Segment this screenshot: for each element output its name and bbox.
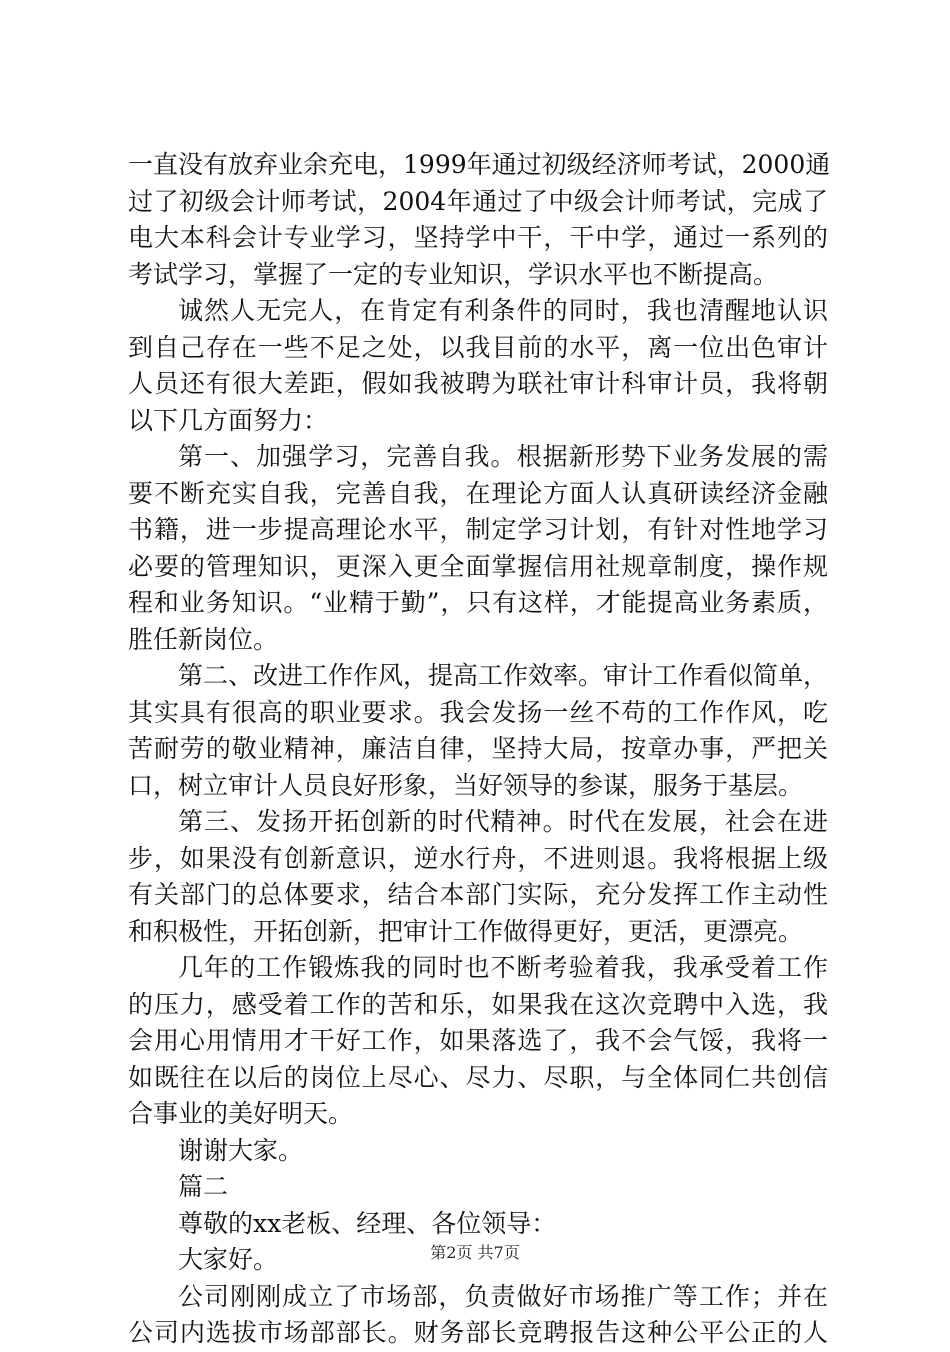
- text-line: 几年的工作锻炼我的同时也不断考验着我，我承受着工作: [178, 953, 828, 982]
- text-line: 一直没有放弃业余充电，1999年通过初级经济师考试，2000通: [128, 150, 831, 179]
- text-line: 的压力，感受着工作的苦和乐，如果我在这次竞聘中入选，我: [128, 989, 828, 1019]
- text-line: 程和业务知识。“业精于勤”，只有这样，才能提高业务素质，: [128, 588, 828, 617]
- text-line: 人员还有很大差距，假如我被聘为联社审计科审计员，我将朝: [128, 369, 828, 398]
- text-line: 胜任新岗位。: [128, 624, 279, 654]
- text-line: 步，如果没有创新意识，逆水行舟，不进则退。我将根据上级: [128, 843, 828, 873]
- text-line: 第三、发扬开拓创新的时代精神。时代在发展，社会在进: [178, 807, 828, 836]
- salutation: 尊敬的xx老板、经理、各位领导：: [178, 1208, 557, 1238]
- text-line: 诚然人无完人，在肯定有利条件的同时，我也清醒地认识: [178, 296, 828, 325]
- text-line: 第一、加强学习，完善自我。根据新形势下业务发展的需: [178, 442, 828, 471]
- text-line: 谢谢大家。: [178, 1135, 304, 1165]
- text-line: 如既往在以后的岗位上尽心、尽力、尽职，与全体同仁共创信: [128, 1062, 828, 1092]
- text-line: 必要的管理知识，更深入更全面掌握信用社规章制度，操作规: [128, 551, 828, 581]
- text-line: 要不断充实自我，完善自我，在理论方面人认真研读经济金融: [128, 478, 828, 508]
- text-line: 公司内选拔市场部部长。财务部长竞聘报告这种公平公正的人: [128, 1318, 828, 1347]
- text-line: 和积极性，开拓创新，把审计工作做得更好，更活，更漂亮。: [128, 916, 804, 946]
- text-line: 到自己存在一些不足之处，以我目前的水平，离一位出色审计: [128, 332, 828, 362]
- page-number-footer: 第2页 共7页: [430, 1243, 520, 1262]
- document-body: [128, 147, 831, 1352]
- text-line: 电大本科会计专业学习，坚持学中干，干中学，通过一系列的: [128, 223, 828, 252]
- text-line: 以下几方面努力：: [128, 405, 329, 435]
- text-line: 第二、改进工作作风，提高工作效率。审计工作看似简单，: [178, 661, 829, 690]
- text-line: 有关部门的总体要求，结合本部门实际，充分发挥工作主动性: [128, 880, 828, 909]
- text-line: 考试学习，掌握了一定的专业知识，学识水平也不断提高。: [128, 259, 779, 289]
- text-line: 苦耐劳的敬业精神，廉洁自律，坚持大局，按章办事，严把关: [128, 734, 828, 763]
- text-line: 公司刚刚成立了市场部，负责做好市场推广等工作；并在: [178, 1281, 828, 1311]
- text-line: 会用心用情用才干好工作，如果落选了，我不会气馁，我将一: [128, 1026, 828, 1055]
- text-line: 合事业的美好明天。: [128, 1099, 354, 1128]
- text-line: 书籍，进一步提高理论水平，制定学习计划，有针对性地学习: [128, 515, 828, 544]
- section-heading: 篇二: [178, 1172, 229, 1201]
- text-line: 口，树立审计人员良好形象，当好领导的参谋，服务于基层。: [128, 770, 804, 800]
- greeting: 大家好。: [178, 1245, 279, 1274]
- text-line: 过了初级会计师考试，2004年通过了中级会计师考试，完成了: [128, 186, 828, 216]
- text-line: 其实具有很高的职业要求。我会发扬一丝不苟的工作作风，吃: [128, 697, 828, 727]
